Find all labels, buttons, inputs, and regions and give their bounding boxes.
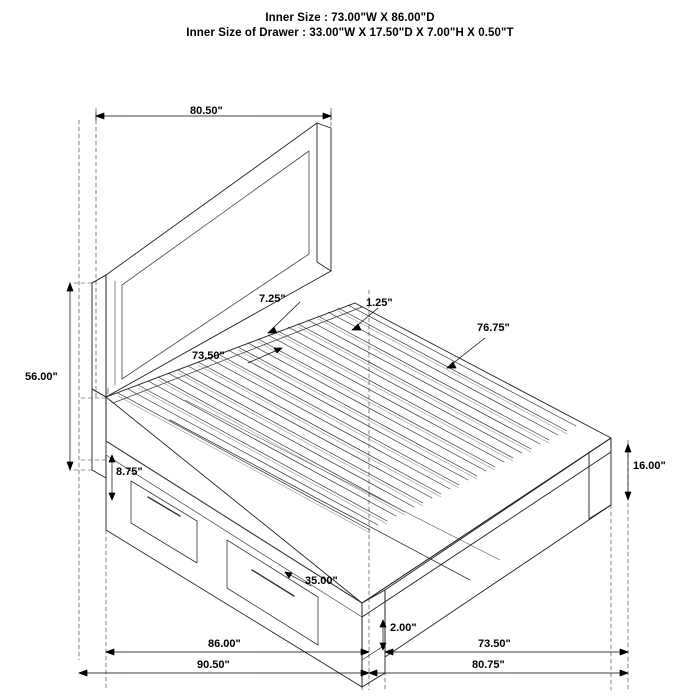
right-leg: [589, 452, 611, 519]
drawer-front-left: [131, 481, 197, 563]
dim-label-side-height: 16.00": [633, 460, 666, 472]
dim-label-drawer-width: 35.00": [305, 575, 338, 587]
dim-label-slat-thickness: 1.25": [366, 297, 393, 309]
right-leg-bottom: [589, 505, 611, 519]
dim-label-deck-depth: 76.75": [477, 322, 510, 334]
dim-label-total-height: 56.00": [25, 371, 58, 383]
headboard-left-post: [92, 275, 106, 397]
drawer-handle-left: [148, 497, 180, 516]
dim-label-overall-right: 80.75": [472, 659, 505, 671]
dim-label-rail-height: 8.75": [116, 466, 143, 478]
dim-label-slat-width: 73.50": [192, 350, 225, 362]
header-line-2: Inner Size of Drawer : 33.00"W X 17.50"D X 7.00"H X 0.50"T: [186, 27, 514, 39]
header-line-1: Inner Size : 73.00"W X 86.00"D: [265, 12, 435, 24]
center-support-beam: [170, 420, 470, 580]
extension-lines: [70, 108, 628, 690]
footboard-rail-top: [362, 438, 611, 617]
left-post-lower: [92, 389, 106, 478]
mattress-deck-outline: [106, 303, 611, 603]
dimension-lines: [67, 108, 631, 690]
headboard-inner-panel: [122, 151, 309, 379]
dim-label-bottom-left: 86.00": [208, 638, 241, 650]
headboard-right-edge: [317, 123, 331, 271]
dim-label-bottom-right: 73.50": [478, 638, 511, 650]
dim-label-top-width: 80.50": [190, 105, 223, 117]
dim-label-overall-left: 90.50": [197, 659, 230, 671]
dim-label-clearance: 2.00": [390, 622, 417, 634]
dim-label-headboard-inner: 7.25": [259, 293, 286, 305]
foot-rail-face: [385, 438, 611, 657]
drawer-front-right: [227, 540, 318, 645]
slat-group: [118, 305, 576, 530]
headboard-top-left: [92, 275, 106, 283]
front-rail-face: [106, 441, 362, 687]
center-support-beam-2: [185, 400, 500, 560]
